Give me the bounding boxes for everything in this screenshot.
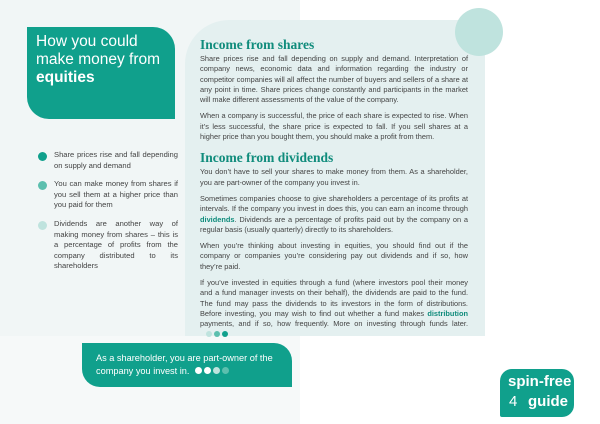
logo-text-spin-free: spin-free — [508, 373, 572, 390]
paragraph: When you’re thinking about investing in equities, you should find out if the company or companies you’re considering pay out dividends and if so, how they’re paid. — [200, 241, 468, 271]
pull-quote-box — [82, 343, 292, 387]
key-point — [38, 150, 178, 171]
bullet-dot-icon — [38, 181, 47, 190]
paragraph-text: payments, and if so, how frequently. More on investing through funds later. — [200, 319, 468, 329]
highlight-distribution: distribution — [427, 308, 468, 318]
paragraph: Share prices rise and fall depending on supply and demand. Interpretation of company news, economic data and information regarding the industry or competitor companies will all affect the number of buyers and sellers of a share at any point in time. Share prices change constantly and participants in the market will make different assessments of the value of the company. — [200, 54, 468, 105]
key-point-text: You can make money from shares if you sell them at a higher price than you paid for them — [54, 179, 178, 210]
section-heading-shares: Income from shares — [200, 37, 315, 52]
title-line-2: make money from — [36, 51, 161, 68]
title-line-3: equities — [36, 69, 95, 86]
key-point-text: Dividends are another way of making money from shares – this is a percentage of profits from the company distributed to its shareholders — [54, 218, 178, 271]
quote-dots-icon — [195, 365, 231, 378]
paragraph — [200, 194, 468, 235]
quote-line-2-wrap — [96, 365, 278, 378]
paragraph — [200, 278, 468, 340]
paragraph-text: Sometimes companies choose to give shareholders a percentage of its profits at intervals. If the company you invest in does this, you can earn an income through — [200, 193, 468, 214]
paragraph: You don’t have to sell your shares to make money from them. As a shareholder, you are part-owner of the company you invest in. — [200, 167, 468, 187]
key-point-text: Share prices rise and fall depending on supply and demand — [54, 150, 178, 170]
quote-line-1: As a shareholder, you are part-owner of the — [96, 353, 273, 363]
quote-line-2: company you invest in. — [96, 366, 190, 376]
bullet-dot-icon — [38, 221, 47, 230]
title-line-1: How you could — [36, 33, 138, 50]
paragraph: When a company is successful, the price of each share is expected to rise. When it’s less successful, the share price is expected to fall. If you sell shares at a higher price than you bought them, you should make a profit from them. — [200, 111, 468, 142]
paragraph-text: . Dividends are a percentage of profits paid out by the company on a regular basis (usually quarterly) directly to its shareholders. — [200, 214, 468, 234]
page-number: 4 — [509, 393, 518, 410]
paragraph-text: If you’ve invested in equities through a fund (where investors pool their money and a fund manager invests on their behalf), the dividends are paid to the fund. The fund may pass the dividends to its investors in the form of distributions. Before investing, you may wish to find out whether a fund makes — [200, 278, 468, 318]
key-point — [38, 179, 178, 211]
main-content — [200, 37, 468, 346]
spin-free-guide-logo — [500, 369, 574, 417]
key-point — [38, 219, 178, 272]
key-points-list — [38, 150, 178, 280]
progress-dots-icon — [206, 330, 230, 340]
section-heading-dividends: Income from dividends — [200, 150, 334, 166]
highlight-dividends: dividends — [200, 214, 235, 224]
page-title-box — [27, 27, 175, 119]
logo-text-guide: guide — [528, 393, 568, 410]
bullet-dot-icon — [38, 152, 47, 161]
